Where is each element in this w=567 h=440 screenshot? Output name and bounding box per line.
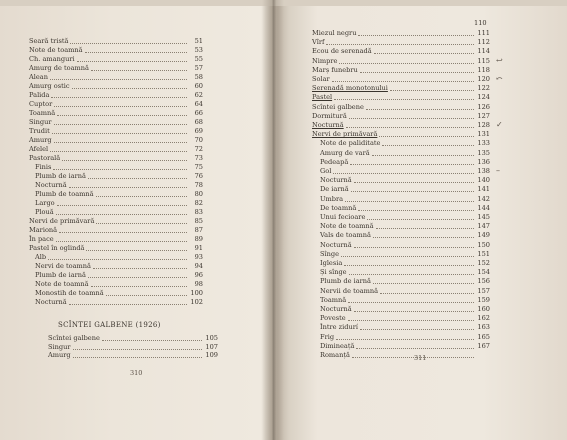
toc-entry-title: Note de toamnă [29, 46, 83, 54]
dot-leader [352, 352, 474, 358]
toc-entry-page: 68 [194, 118, 203, 126]
toc-entry [320, 313, 490, 322]
toc-entry [320, 322, 490, 331]
dot-leader [88, 173, 187, 179]
dot-leader [341, 251, 474, 257]
toc-entry [312, 111, 490, 120]
toc-entry [320, 258, 490, 267]
toc-entry-title: Romanță [320, 351, 350, 359]
dot-leader [51, 92, 187, 98]
toc-entry-page: 149 [477, 231, 490, 240]
toc-entry [29, 108, 203, 117]
toc-entry [320, 212, 490, 221]
toc-entry [320, 304, 490, 313]
toc-entry-page: 107 [205, 342, 218, 351]
toc-entry-page: 162 [477, 314, 490, 323]
toc-entry-page: 141 [477, 185, 490, 194]
toc-entry [35, 279, 203, 288]
toc-entry-title: Pastel în oglindă [29, 244, 85, 252]
dot-leader [86, 245, 187, 251]
toc-entry-title: Și sînge [320, 268, 347, 277]
dot-leader [333, 168, 474, 174]
toc-entry-page: 82 [194, 199, 203, 207]
toc-entry-title: Gol [320, 167, 332, 175]
toc-entry-page: 167 [477, 341, 490, 350]
dot-leader [96, 218, 187, 224]
dot-leader [376, 223, 474, 229]
toc-entry-page: 60 [194, 82, 203, 90]
toc-entry-title: Largo [35, 199, 55, 207]
toc-entry [320, 249, 490, 258]
toc-entry [320, 184, 490, 193]
toc-entry-title: Palida [29, 91, 50, 99]
dot-leader [53, 164, 187, 170]
toc-entry-page: 120 [477, 75, 490, 83]
toc-entry [29, 153, 203, 162]
toc-entry-title: Note de toamnă [320, 222, 374, 231]
hook-arrow-icon: ↩ [496, 55, 503, 65]
dot-leader [73, 344, 203, 350]
toc-entry-title: Sînge [320, 249, 339, 258]
toc-entry-title: Pedeapă [320, 157, 349, 166]
toc-entry-title: Nocturnă [35, 298, 67, 306]
dot-leader [344, 260, 474, 266]
toc-entry-title: Trudit [29, 127, 50, 135]
dot-leader [354, 242, 474, 248]
toc-entry-page: 62 [194, 91, 203, 99]
toc-entry-title: Singur [29, 118, 52, 126]
toc-entry-title: Iglesia [320, 259, 343, 267]
right-page-number: 311 [414, 354, 427, 362]
toc-entry-page: 85 [194, 217, 203, 225]
toc-entry-page: 72 [194, 145, 203, 153]
toc-entry-page: 150 [477, 240, 490, 249]
toc-entry [29, 99, 203, 108]
toc-entry-page: 75 [194, 163, 203, 171]
toc-entry-title: Ecou de serenadă [312, 47, 372, 56]
dot-leader [372, 150, 474, 156]
toc-entry-page: 98 [194, 280, 203, 288]
toc-entry [320, 175, 490, 184]
toc-entry-title: Nimpre [312, 56, 338, 65]
toc-entry [35, 189, 203, 198]
toc-entry-title: Dormitură [312, 111, 347, 120]
toc-entry-page: 105 [205, 334, 218, 342]
toc-entry-page: 131 [477, 130, 490, 139]
toc-entry-page: 73 [194, 154, 203, 162]
dot-leader [349, 269, 474, 275]
dot-leader [54, 137, 187, 143]
dot-leader [356, 343, 474, 349]
dot-leader [69, 299, 187, 305]
toc-entry [35, 171, 203, 180]
toc-entry [29, 243, 203, 252]
toc-entry-page: 165 [477, 332, 490, 341]
toc-entry-page: 93 [194, 253, 203, 261]
dot-leader [373, 232, 474, 238]
toc-entry [35, 162, 203, 171]
toc-entry-page: 136 [477, 157, 490, 166]
dot-leader [88, 272, 187, 278]
curved-arrow-icon: ⤺ [496, 74, 503, 83]
toc-entry [35, 198, 203, 207]
left-page-number: 310 [130, 369, 143, 377]
toc-entry-title: Cuptor [29, 100, 53, 108]
toc-entry-title: Vîrf [312, 38, 325, 47]
toc-entry-page: 64 [194, 100, 203, 108]
toc-entry-title: Între zidurí [320, 323, 358, 332]
toc-entry [48, 350, 218, 359]
toc-entry-page: 55 [194, 55, 203, 63]
toc-entry-page: 138 [477, 167, 490, 175]
dot-leader [93, 263, 187, 269]
dot-leader [56, 236, 187, 242]
dot-leader [351, 186, 474, 192]
toc-entry-title: Nocturnă [320, 240, 352, 249]
toc-entry [29, 54, 203, 63]
toc-entry-title: Nocturnă [312, 121, 344, 129]
toc-entry-title: Nervi de primăvară [29, 217, 95, 225]
toc-entry-page: 159 [477, 295, 490, 304]
toc-entry-title: Nervi de primăvară [312, 130, 378, 139]
toc-entry [35, 180, 203, 189]
toc-entry-title: Frig [320, 332, 335, 341]
dot-leader [326, 39, 474, 45]
left-page [0, 0, 262, 440]
dot-leader [374, 48, 474, 54]
toc-entry-title: Seară tristă [29, 37, 69, 45]
toc-entry-title: Monostih de toamnă [35, 289, 104, 297]
toc-entry-page: 142 [477, 194, 490, 203]
toc-entry-title: Miezul negru [312, 29, 357, 37]
toc-entry [320, 341, 490, 350]
toc-entry-title: Plouă [35, 208, 54, 216]
toc-entry-page: 133 [477, 139, 490, 148]
dot-leader [57, 200, 187, 206]
toc-entry-title: Nervi de toamnă [35, 262, 91, 270]
toc-entry-title: Finis [35, 163, 52, 171]
dot-leader [360, 67, 474, 73]
toc-entry [320, 203, 490, 212]
toc-entry-title: De toamnă [320, 203, 357, 212]
toc-entry-title: Amurg [29, 136, 52, 144]
dot-leader [56, 209, 187, 215]
toc-entry-page: 109 [205, 351, 218, 360]
toc-entry-page: 124 [477, 93, 490, 102]
toc-entry-page: 154 [477, 268, 490, 277]
dot-leader [346, 122, 474, 128]
toc-entry [312, 65, 490, 74]
section-title: SCÎNTEI GALBENE (1926) [58, 321, 161, 329]
dot-leader [91, 65, 187, 71]
toc-entry-title: În pace [29, 235, 54, 243]
book-gutter [262, 0, 284, 440]
toc-entry-page: 147 [477, 222, 490, 231]
toc-entry-page: 140 [477, 176, 490, 185]
toc-entry [312, 28, 490, 37]
dot-leader [354, 177, 474, 183]
toc-entry [35, 207, 203, 216]
dot-leader [339, 58, 474, 64]
dot-leader [102, 335, 202, 341]
toc-entry [320, 286, 490, 295]
toc-entry-title: Nocturnă [320, 305, 352, 313]
toc-entry [29, 72, 203, 81]
toc-entry-page: 76 [194, 172, 203, 180]
toc-entry [29, 63, 203, 72]
toc-entry-title: Afelel [29, 145, 49, 153]
toc-entry [312, 46, 490, 55]
toc-entry-page: 89 [194, 235, 203, 243]
toc-entry-page: 91 [194, 244, 203, 252]
toc-entry [312, 83, 490, 92]
toc-entry-title: Solar [312, 75, 330, 83]
right-top-number: 110 [474, 19, 487, 27]
toc-entry [312, 56, 490, 65]
dot-leader [379, 131, 474, 137]
toc-entry [29, 216, 203, 225]
toc-entry-title: Pastorală [29, 154, 61, 162]
toc-entry-title: Unui fecioare [320, 213, 366, 221]
dot-leader [349, 113, 474, 119]
toc-entry [35, 288, 203, 297]
dash-icon: – [496, 166, 500, 175]
toc-entry [320, 267, 490, 276]
toc-entry [320, 148, 490, 157]
toc-entry-title: Plumb de iarnă [35, 271, 86, 279]
toc-entry [312, 92, 490, 101]
toc-entry-title: Amurg ostic [29, 82, 70, 90]
dot-leader [332, 76, 474, 82]
dot-leader [358, 30, 474, 36]
toc-entry [312, 129, 490, 138]
toc-entry [29, 126, 203, 135]
toc-entry-title: Plumb de toamnă [35, 190, 94, 198]
toc-entry-title: Amurg de vară [320, 148, 370, 157]
toc-entry-page: 112 [477, 38, 490, 47]
toc-entry-title: Amurg de toamnă [29, 64, 89, 72]
toc-entry-title: De iarnă [320, 185, 349, 194]
toc-entry-page: 115 [477, 56, 490, 65]
toc-entry-page: 70 [194, 136, 203, 144]
toc-entry-page: 114 [477, 47, 490, 56]
dot-leader [85, 47, 187, 53]
toc-entry-page: 144 [477, 203, 490, 212]
toc-entry-title: Toamnă [29, 109, 56, 117]
toc-entry-title: Nocturnă [35, 181, 67, 189]
dot-leader [348, 297, 474, 303]
toc-entry [312, 37, 490, 46]
dot-leader [348, 315, 474, 321]
toc-entry [320, 166, 490, 175]
toc-entry-page: 135 [477, 148, 490, 157]
toc-entry-page: 80 [194, 190, 203, 198]
toc-entry [29, 81, 203, 90]
toc-entry [320, 240, 490, 249]
toc-entry-page: 157 [477, 286, 490, 295]
dot-leader [96, 191, 187, 197]
toc-entry-title: Alb [35, 253, 47, 261]
toc-entry-page: 57 [194, 64, 203, 72]
toc-entry-title: Dimineață [320, 341, 355, 350]
toc-entry-page: 156 [477, 277, 490, 286]
dot-leader [373, 278, 474, 284]
toc-entry [29, 225, 203, 234]
right-page [284, 0, 567, 440]
toc-entry-page: 102 [190, 298, 203, 306]
toc-entry [29, 90, 203, 99]
toc-entry [320, 138, 490, 147]
dot-leader [52, 128, 187, 134]
toc-entry [320, 276, 490, 285]
dot-leader [91, 281, 187, 287]
tick-icon: ✓ [496, 120, 503, 129]
toc-entry-page: 87 [194, 226, 203, 234]
dot-leader [350, 159, 474, 165]
toc-entry-title: Serenadă monotonului [312, 84, 388, 93]
toc-entry [29, 234, 203, 243]
toc-entry-page: 96 [194, 271, 203, 279]
dot-leader [358, 205, 474, 211]
toc-entry [320, 194, 490, 203]
toc-entry-page: 151 [477, 249, 490, 258]
dot-leader [106, 290, 187, 296]
toc-entry-title: Umbra [320, 194, 344, 203]
toc-entry-page: 128 [477, 121, 490, 129]
dot-leader [59, 227, 187, 233]
toc-entry-title: Poveste [320, 314, 346, 323]
dot-leader [380, 288, 474, 294]
toc-entry-page: 118 [477, 65, 490, 74]
toc-entry [35, 261, 203, 270]
toc-entry-page: 152 [477, 259, 490, 267]
dot-leader [72, 83, 187, 89]
dot-leader [50, 146, 187, 152]
toc-entry-page: 163 [477, 323, 490, 332]
toc-entry [29, 135, 203, 144]
toc-entry-title: Ch. amanguri [29, 55, 75, 63]
dot-leader [70, 38, 187, 44]
toc-entry-title: Amurg [48, 351, 71, 360]
toc-entry-title: Scîntei galbene [312, 102, 364, 111]
toc-entry-title: Pastel [312, 93, 333, 102]
toc-entry-title: Nervii de toamnă [320, 286, 379, 295]
toc-entry-title: Note de paliditate [320, 139, 381, 148]
toc-entry-title: Marionă [29, 226, 58, 234]
toc-entry-page: 126 [477, 102, 490, 111]
toc-entry [320, 221, 490, 230]
toc-entry-page: 122 [477, 84, 490, 93]
dot-leader [334, 94, 474, 100]
toc-entry [29, 36, 203, 45]
toc-entry-title: Toamnă [320, 295, 347, 304]
toc-entry [312, 102, 490, 111]
toc-entry-page: 53 [194, 46, 203, 54]
toc-entry-page: 94 [194, 262, 203, 270]
toc-entry [320, 332, 490, 341]
toc-entry [320, 230, 490, 239]
dot-leader [390, 85, 474, 91]
toc-entry-page: 69 [194, 127, 203, 135]
toc-entry-title: Scîntei galbene [48, 334, 100, 342]
toc-entry [312, 120, 490, 129]
toc-entry-title: Note de toamnă [35, 280, 89, 288]
dot-leader [354, 306, 474, 312]
toc-entry-page: 127 [477, 111, 490, 120]
toc-entry [312, 74, 490, 83]
toc-entry-page: 111 [477, 29, 490, 37]
dot-leader [367, 214, 474, 220]
toc-entry-title: Nocturnă [320, 176, 352, 185]
toc-entry-title: Alean [29, 73, 48, 81]
dot-leader [57, 110, 187, 116]
toc-entry-page: 78 [194, 181, 203, 189]
toc-entry-title: Plumb de iarnă [320, 277, 371, 286]
toc-entry-title: Plumb de iarnă [35, 172, 86, 180]
toc-entry-page: 66 [194, 109, 203, 117]
dot-leader [62, 155, 187, 161]
dot-leader [73, 352, 202, 358]
dot-leader [345, 196, 474, 202]
dot-leader [54, 101, 187, 107]
dot-leader [54, 119, 188, 125]
toc-entry-title: Marș funebru [312, 65, 358, 74]
toc-entry [29, 117, 203, 126]
toc-entry-title: Vals de toamnă [320, 231, 371, 240]
toc-entry [35, 297, 203, 306]
toc-entry-page: 51 [194, 37, 203, 45]
dot-leader [382, 140, 474, 146]
toc-entry-title: Singur [48, 342, 71, 351]
toc-entry-page: 145 [477, 213, 490, 221]
toc-entry-page: 58 [194, 73, 203, 81]
dot-leader [366, 104, 474, 110]
toc-entry-page: 100 [190, 289, 203, 297]
dot-leader [50, 74, 187, 80]
toc-entry-page: 83 [194, 208, 203, 216]
toc-entry [29, 144, 203, 153]
dot-leader [360, 324, 474, 330]
dot-leader [69, 182, 187, 188]
toc-entry [320, 157, 490, 166]
dot-leader [77, 56, 187, 62]
toc-entry [320, 295, 490, 304]
dot-leader [48, 254, 187, 260]
toc-entry [320, 350, 490, 359]
toc-entry [35, 252, 203, 261]
toc-entry-page: 160 [477, 305, 490, 313]
toc-entry [35, 270, 203, 279]
toc-entry [29, 45, 203, 54]
dot-leader [336, 334, 474, 340]
